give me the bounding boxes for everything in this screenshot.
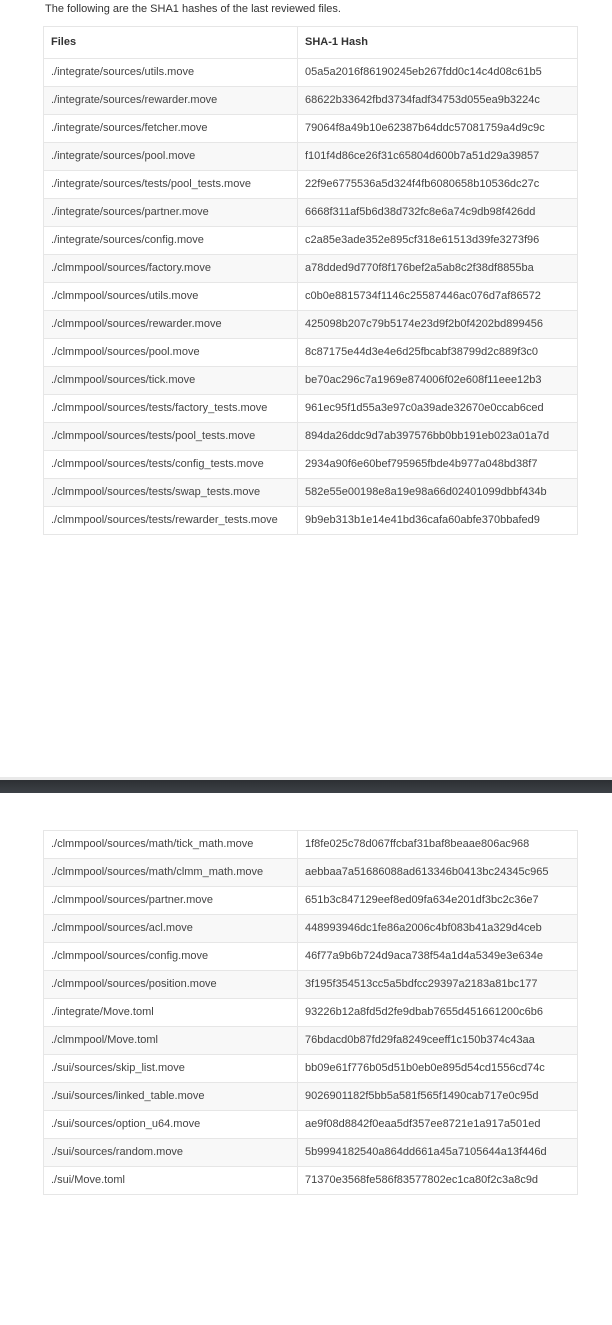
file-path-cell: ./clmmpool/sources/rewarder.move	[44, 311, 298, 339]
sha1-hash-cell: 582e55e00198e8a19e98a66d02401099dbbf434b	[298, 479, 578, 507]
table-row	[44, 1083, 578, 1111]
file-path-cell: ./clmmpool/sources/tests/rewarder_tests.move	[44, 507, 298, 535]
sha1-hash-cell: 6668f311af5b6d38d732fc8e6a74c9db98f426dd	[298, 199, 578, 227]
sha1-hash-cell: 71370e3568fe586f83577802ec1ca80f2c3a8c9d	[298, 1167, 578, 1195]
file-path-cell: ./clmmpool/sources/math/clmm_math.move	[44, 859, 298, 887]
file-path-cell: ./sui/sources/linked_table.move	[44, 1083, 298, 1111]
file-path-cell: ./integrate/sources/rewarder.move	[44, 87, 298, 115]
sha1-hash-cell: 79064f8a49b10e62387b64ddc57081759a4d9c9c	[298, 115, 578, 143]
file-path-cell: ./integrate/sources/partner.move	[44, 199, 298, 227]
file-path-cell: ./clmmpool/sources/utils.move	[44, 283, 298, 311]
table-row	[44, 395, 578, 423]
table-row	[44, 1111, 578, 1139]
file-path-cell: ./clmmpool/sources/tests/pool_tests.move	[44, 423, 298, 451]
file-path-cell: ./integrate/sources/config.move	[44, 227, 298, 255]
table-row	[44, 831, 578, 859]
table-row	[44, 87, 578, 115]
sha1-hash-cell: 5b9994182540a864dd661a45a7105644a13f446d	[298, 1139, 578, 1167]
sha1-hash-cell: 8c87175e44d3e4e6d25fbcabf38799d2c889f3c0	[298, 339, 578, 367]
file-path-cell: ./integrate/sources/tests/pool_tests.move	[44, 171, 298, 199]
sha1-hash-cell: 76bdacd0b87fd29fa8249ceeff1c150b374c43aa	[298, 1027, 578, 1055]
table-row	[44, 943, 578, 971]
table-row	[44, 143, 578, 171]
file-path-cell: ./integrate/sources/utils.move	[44, 59, 298, 87]
hash-table-top	[43, 26, 578, 535]
intro-text: The following are the SHA1 hashes of the last reviewed files.	[45, 3, 341, 15]
sha1-hash-cell: 2934a90f6e60bef795965fbde4b977a048bd38f7	[298, 451, 578, 479]
sha1-hash-cell: 961ec95f1d55a3e97c0a39ade32670e0ccab6ced	[298, 395, 578, 423]
file-path-cell: ./integrate/sources/fetcher.move	[44, 115, 298, 143]
file-path-cell: ./clmmpool/sources/tests/swap_tests.move	[44, 479, 298, 507]
sha1-hash-cell: 3f195f354513cc5a5bdfcc29397a2183a81bc177	[298, 971, 578, 999]
table-row	[44, 115, 578, 143]
file-path-cell: ./sui/Move.toml	[44, 1167, 298, 1195]
table-row	[44, 423, 578, 451]
table-row	[44, 171, 578, 199]
table-row	[44, 199, 578, 227]
sha1-hash-cell: aebbaa7a51686088ad613346b0413bc24345c965	[298, 859, 578, 887]
table-row	[44, 227, 578, 255]
table-row	[44, 255, 578, 283]
file-path-cell: ./integrate/Move.toml	[44, 999, 298, 1027]
sha1-hash-cell: 425098b207c79b5174e23d9f2b0f4202bd899456	[298, 311, 578, 339]
table-row	[44, 339, 578, 367]
table-header-row	[44, 27, 578, 59]
file-path-cell: ./sui/sources/random.move	[44, 1139, 298, 1167]
table-row	[44, 971, 578, 999]
sha1-hash-cell: a78dded9d770f8f176bef2a5ab8c2f38df8855ba	[298, 255, 578, 283]
sha1-hash-cell: be70ac296c7a1969e874006f02e608f11eee12b3	[298, 367, 578, 395]
file-path-cell: ./clmmpool/Move.toml	[44, 1027, 298, 1055]
sha1-hash-cell: f101f4d86ce26f31c65804d600b7a51d29a39857	[298, 143, 578, 171]
table-row	[44, 367, 578, 395]
file-path-cell: ./clmmpool/sources/tests/factory_tests.move	[44, 395, 298, 423]
hash-table-bottom	[43, 830, 578, 1195]
file-path-cell: ./clmmpool/sources/math/tick_math.move	[44, 831, 298, 859]
file-path-cell: ./clmmpool/sources/config.move	[44, 943, 298, 971]
page-divider	[0, 780, 612, 793]
sha1-hash-cell: 68622b33642fbd3734fadf34753d055ea9b3224c	[298, 87, 578, 115]
file-path-cell: ./clmmpool/sources/pool.move	[44, 339, 298, 367]
sha1-hash-cell: 448993946dc1fe86a2006c4bf083b41a329d4ceb	[298, 915, 578, 943]
file-path-cell: ./sui/sources/skip_list.move	[44, 1055, 298, 1083]
table-row	[44, 887, 578, 915]
sha1-hash-cell: c2a85e3ade352e895cf318e61513d39fe3273f96	[298, 227, 578, 255]
sha1-hash-cell: 894da26ddc9d7ab397576bb0bb191eb023a01a7d	[298, 423, 578, 451]
sha1-hash-cell: 9b9eb313b1e14e41bd36cafa60abfe370bbafed9	[298, 507, 578, 535]
table-row	[44, 1139, 578, 1167]
hash-header: SHA-1 Hash	[298, 27, 578, 59]
table-row	[44, 59, 578, 87]
files-header: Files	[44, 27, 298, 59]
sha1-hash-cell: 05a5a2016f86190245eb267fdd0c14c4d08c61b5	[298, 59, 578, 87]
file-path-cell: ./clmmpool/sources/position.move	[44, 971, 298, 999]
table-row	[44, 1027, 578, 1055]
sha1-hash-cell: 1f8fe025c78d067ffcbaf31baf8beaae806ac968	[298, 831, 578, 859]
sha1-hash-cell: 22f9e6775536a5d324f4fb6080658b10536dc27c	[298, 171, 578, 199]
sha1-hash-cell: 93226b12a8fd5d2fe9dbab7655d451661200c6b6	[298, 999, 578, 1027]
file-path-cell: ./integrate/sources/pool.move	[44, 143, 298, 171]
table-row	[44, 999, 578, 1027]
table-row	[44, 1167, 578, 1195]
table-row	[44, 283, 578, 311]
sha1-hash-cell: c0b0e8815734f1146c25587446ac076d7af86572	[298, 283, 578, 311]
file-path-cell: ./clmmpool/sources/tick.move	[44, 367, 298, 395]
sha1-hash-cell: 9026901182f5bb5a581f565f1490cab717e0c95d	[298, 1083, 578, 1111]
table-row	[44, 915, 578, 943]
file-path-cell: ./clmmpool/sources/acl.move	[44, 915, 298, 943]
file-path-cell: ./clmmpool/sources/factory.move	[44, 255, 298, 283]
table-row	[44, 1055, 578, 1083]
table-row	[44, 859, 578, 887]
sha1-hash-cell: bb09e61f776b05d51b0eb0e895d54cd1556cd74c	[298, 1055, 578, 1083]
table-row	[44, 507, 578, 535]
table-row	[44, 451, 578, 479]
file-path-cell: ./clmmpool/sources/partner.move	[44, 887, 298, 915]
table-row	[44, 311, 578, 339]
sha1-hash-cell: 651b3c847129eef8ed09fa634e201df3bc2c36e7	[298, 887, 578, 915]
table-row	[44, 479, 578, 507]
sha1-hash-cell: ae9f08d8842f0eaa5df357ee8721e1a917a501ed	[298, 1111, 578, 1139]
file-path-cell: ./clmmpool/sources/tests/config_tests.move	[44, 451, 298, 479]
file-path-cell: ./sui/sources/option_u64.move	[44, 1111, 298, 1139]
sha1-hash-cell: 46f77a9b6b724d9aca738f54a1d4a5349e3e634e	[298, 943, 578, 971]
